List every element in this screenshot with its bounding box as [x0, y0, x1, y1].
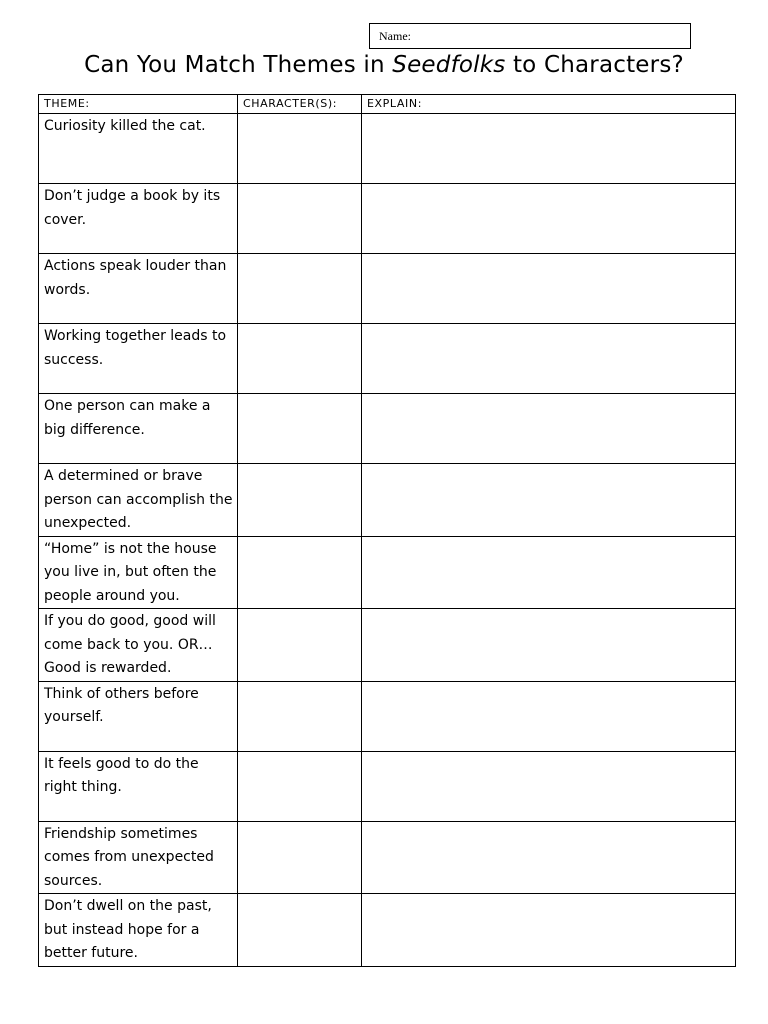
theme-cell: Actions speak louder than words.: [39, 254, 238, 324]
characters-cell[interactable]: [238, 536, 362, 609]
table-header-row: [39, 95, 736, 114]
explain-cell[interactable]: [362, 894, 736, 967]
explain-cell[interactable]: [362, 324, 736, 394]
themes-table: [38, 94, 736, 967]
explain-cell[interactable]: [362, 751, 736, 821]
theme-cell: “Home” is not the house you live in, but often the people around you.: [39, 536, 238, 609]
table-row: [39, 254, 736, 324]
table-row: [39, 114, 736, 184]
explain-cell[interactable]: [362, 681, 736, 751]
characters-cell[interactable]: [238, 894, 362, 967]
table-row: [39, 394, 736, 464]
characters-cell[interactable]: [238, 751, 362, 821]
table-row: [39, 536, 736, 609]
table-row: [39, 464, 736, 537]
explain-cell[interactable]: [362, 114, 736, 184]
theme-cell: Don’t dwell on the past, but instead hope for a better future.: [39, 894, 238, 967]
characters-cell[interactable]: [238, 324, 362, 394]
page-title: [0, 52, 768, 78]
table-row: [39, 894, 736, 967]
characters-cell[interactable]: [238, 681, 362, 751]
characters-cell[interactable]: [238, 254, 362, 324]
table-row: [39, 609, 736, 682]
title-book-name: Seedfolks: [392, 52, 506, 78]
characters-cell[interactable]: [238, 609, 362, 682]
column-header-theme: THEME:: [39, 95, 238, 114]
explain-cell[interactable]: [362, 536, 736, 609]
explain-cell[interactable]: [362, 184, 736, 254]
table-row: [39, 681, 736, 751]
table-row: [39, 324, 736, 394]
explain-cell[interactable]: [362, 821, 736, 894]
theme-cell: Don’t judge a book by its cover.: [39, 184, 238, 254]
title-text-end: to Characters?: [505, 52, 684, 78]
theme-cell: Think of others before yourself.: [39, 681, 238, 751]
explain-cell[interactable]: [362, 254, 736, 324]
theme-cell: If you do good, good will come back to you. OR… Good is rewarded.: [39, 609, 238, 682]
table-row: [39, 751, 736, 821]
name-label: Name:: [379, 29, 411, 43]
name-field[interactable]: [369, 23, 691, 49]
table-row: [39, 821, 736, 894]
characters-cell[interactable]: [238, 821, 362, 894]
table-row: [39, 184, 736, 254]
characters-cell[interactable]: [238, 114, 362, 184]
explain-cell[interactable]: [362, 394, 736, 464]
explain-cell[interactable]: [362, 464, 736, 537]
explain-cell[interactable]: [362, 609, 736, 682]
theme-cell: It feels good to do the right thing.: [39, 751, 238, 821]
theme-cell: Working together leads to success.: [39, 324, 238, 394]
characters-cell[interactable]: [238, 394, 362, 464]
theme-cell: One person can make a big difference.: [39, 394, 238, 464]
title-text-start: Can You Match Themes in: [84, 52, 393, 78]
characters-cell[interactable]: [238, 184, 362, 254]
theme-cell: Friendship sometimes comes from unexpected sources.: [39, 821, 238, 894]
theme-cell: Curiosity killed the cat.: [39, 114, 238, 184]
column-header-characters: CHARACTER(S):: [238, 95, 362, 114]
column-header-explain: EXPLAIN:: [362, 95, 736, 114]
theme-cell: A determined or brave person can accomplish the unexpected.: [39, 464, 238, 537]
characters-cell[interactable]: [238, 464, 362, 537]
